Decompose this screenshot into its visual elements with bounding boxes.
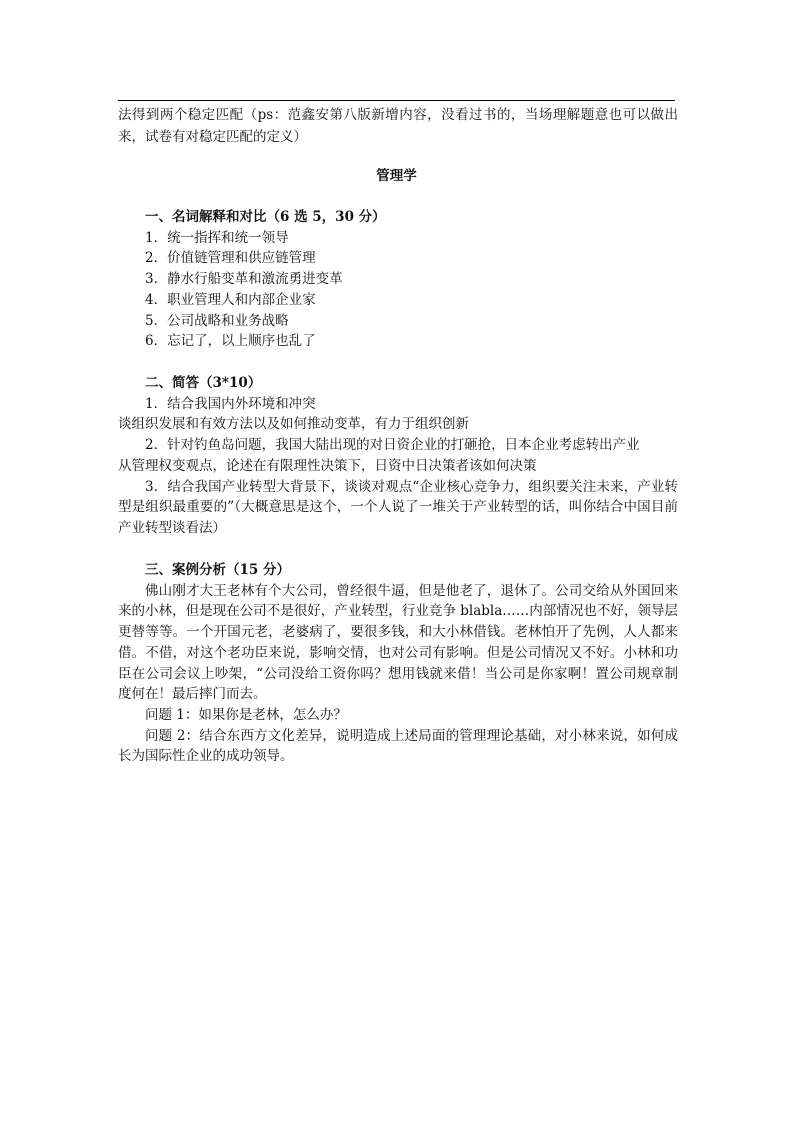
list-item: 1．统一指挥和统一领导 xyxy=(145,229,289,246)
top-rule xyxy=(118,100,675,101)
question-text: 谈组织发展和有效方法以及如何推动变革，有力于组织创新 xyxy=(118,416,469,433)
question-text: 从管理权变观点，论述在有限理性决策下，日资中日决策者该如何决策 xyxy=(118,457,537,474)
question-text: 问题 2：结合东西方文化差异，说明造成上述局面的管理理论基础，对小林来说，如何成长为国际性企业的成功领导。 xyxy=(118,727,678,765)
question-text: 3．结合我国产业转型大背景下，谈谈对观点“企业核心竞争力，组织要关注未来，产业转型是组织最重要的”（大概意思是这个，一个人说了一堆关于产业转型的话，叫你结合中国目前产业转型谈看法） xyxy=(118,478,678,536)
section-short-answer xyxy=(118,373,678,539)
list-item: 6．忘记了，以上顺序也乱了 xyxy=(145,333,316,350)
question-text: 2．针对钓鱼岛问题，我国大陆出现的对日资企业的打砸抢，日本企业考虑转出产业 xyxy=(145,437,640,454)
section-heading: 三、案例分析（15 分） xyxy=(145,562,290,578)
case-paragraph: 佛山刚才大王老林有个大公司，曾经很牛逼，但是他老了，退休了。公司交给从外国回来来的小林，但是现在公司不是很好，产业转型，行业竞争 blabla……内部情况也不好，领导层更替等等。一个开国元老，老婆病了，要很多钱，和大小林借钱。老林怕开了先例，人人都来借。不借，对这个老功臣来说，影响交情，也对公司有影响。但是公司情况又不好。小林和功臣在公司会议上吵架，“公司没给工资你吗？想用钱就来借！当公司是你家啊！置公司规章制度何在！最后摔门而去。 xyxy=(118,582,678,703)
question-text: 1．结合我国内外环境和冲突 xyxy=(145,395,316,412)
list-item: 4．职业管理人和内部企业家 xyxy=(145,291,316,308)
section-heading: 一、名词解释和对比（6 选 5，30 分） xyxy=(145,209,386,225)
section-heading: 二、简答（3*10） xyxy=(145,375,262,391)
list-item: 3．静水行船变革和激流勇进变革 xyxy=(145,271,343,288)
list-item: 2．价值链管理和供应链管理 xyxy=(145,250,316,267)
section-case-study xyxy=(118,560,678,767)
section-terms xyxy=(118,207,678,352)
list-item: 5．公司战略和业务战略 xyxy=(145,312,289,329)
question-text: 问题 1：如果你是老林，怎么办？ xyxy=(145,706,347,723)
page-title: 管理学 xyxy=(376,168,417,184)
intro-paragraph: 法得到两个稳定匹配（ps：范鑫安第八版新增内容，没看过书的，当场理解题意也可以做出来，试卷有对稳定匹配的定义） xyxy=(118,107,678,145)
